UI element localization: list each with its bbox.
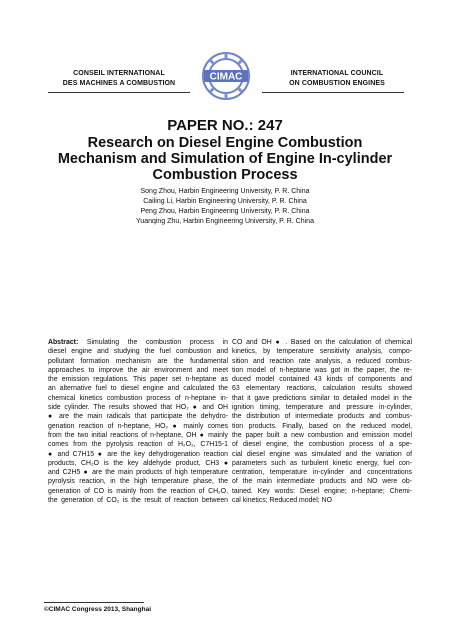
- abstract-line: 63 elementary reactions, calculation results showed: [232, 385, 412, 393]
- abstract-line: genation reaction of n-heptane, HO₂ ● mainly comes: [48, 422, 228, 430]
- copyright-footer: ©CIMAC Congress 2013, Shanghai: [44, 606, 152, 613]
- abstract-line: CO and OH ● . Based on the calculation of chemical: [232, 339, 412, 346]
- author-2: Cailing Li, Harbin Engineering University, P. R. China: [143, 198, 307, 205]
- abstract-line: ignition timing, temperature and pressure in-cylinder,: [232, 404, 412, 412]
- abstract-right-column: [232, 338, 412, 505]
- right-header-rule: [262, 92, 404, 93]
- abstract-text: Simulating the combustion process in: [86, 339, 228, 346]
- abstract-line: diesel engine and studying the fuel combustion and: [48, 348, 228, 356]
- abstract-line: tion products. Finally, based on the reduced model,: [232, 422, 412, 430]
- left-org-line-1: CONSEIL INTERNATIONAL: [73, 70, 165, 77]
- abstract-line: pyrolysis reaction, in the high temperature phase, the: [48, 478, 228, 486]
- title-line-3: Combustion Process: [152, 167, 298, 183]
- abstract-line: parameters such as turbulent kinetic energy, fuel con-: [232, 459, 412, 467]
- right-org-line-2: ON COMBUSTION ENGINES: [289, 80, 385, 87]
- author-1: Song Zhou, Harbin Engineering University, P. R. China: [140, 188, 310, 195]
- abstract-line: duced model contained 43 kinds of components and: [232, 376, 412, 384]
- abstract-line: of diesel engine, the combustion process of a spe-: [232, 441, 412, 449]
- abstract-line: the distribution of intermediate products and combus-: [232, 413, 412, 421]
- abstract-line: centration, temperature in-cylinder and concentrations: [232, 469, 412, 477]
- abstract-label: Abstract:: [48, 339, 79, 346]
- abstract-line: ● are the main radicals that participate the dehydro-: [48, 413, 228, 421]
- abstract-line: that it gave predictions similar to detailed model in the: [232, 394, 412, 402]
- abstract-line: of the main intermediate products and NO were ob-: [232, 478, 412, 486]
- abstract-line: sition and reaction rate analysis, a reduced combus-: [232, 357, 412, 365]
- left-org-line-2: DES MACHINES A COMBUSTION: [62, 80, 176, 87]
- abstract-line: and C2H5 ● are the main products of high temperature: [48, 469, 228, 477]
- abstract-line: side cylinder. The results showed that HO₂ ● and OH: [48, 404, 228, 412]
- author-3: Peng Zhou, Harbin Engineering University, P. R. China: [140, 208, 310, 215]
- paper-number: PAPER NO.: 247: [167, 117, 283, 134]
- footer-rule: [44, 602, 144, 603]
- abstract-line: cal kinetics; Reduced model; NO: [232, 497, 332, 505]
- left-organization-name: [44, 69, 194, 89]
- abstract-line: comes from the pyrolysis reaction of H₂O₂, C7H15-1: [48, 441, 228, 449]
- abstract-line: approaches to improve the air environment and meet: [48, 366, 228, 374]
- cimac-logo: [198, 50, 254, 102]
- right-organization-name: [262, 69, 412, 89]
- abstract-line: pollutant formation mechanism are the fundamental: [48, 357, 228, 365]
- right-org-line-1: INTERNATIONAL COUNCIL: [290, 70, 384, 77]
- abstract-line: from the two initial reactions of n-heptane, OH ● mainly: [48, 431, 228, 439]
- left-header-rule: [48, 92, 190, 93]
- abstract-line: kinetics, by temperature sensitivity analysis, compo-: [232, 348, 412, 356]
- abstract-line: the emission regulations. This paper set n-heptane as: [48, 376, 228, 384]
- author-list: [0, 187, 450, 227]
- abstract-line: the generation of CO₂ is the result of reaction between: [48, 497, 228, 505]
- abstract-line: an alternative fuel to diesel engine and calculated the: [48, 385, 228, 393]
- abstract-line: tained. Key words: Diesel engine; n-heptane; Chemi-: [232, 487, 412, 495]
- paper-title: [20, 135, 430, 183]
- title-line-1: Research on Diesel Engine Combustion: [87, 135, 363, 151]
- abstract-line: cial diesel engine was simulated and the variation of: [232, 450, 412, 458]
- abstract-line: chemical kinetics combustion process of n-heptane in-: [48, 394, 228, 402]
- abstract-line: the paper built a new combustion and emission model: [232, 431, 412, 439]
- abstract-line: tion model of n-heptane was got in the paper, the re-: [232, 366, 412, 374]
- logo-text: CIMAC: [209, 71, 243, 83]
- title-line-2: Mechanism and Simulation of Engine In-cylinder: [57, 151, 393, 167]
- abstract-line: ● and C7H15 ● are the key dehydrogenation reaction: [48, 450, 228, 458]
- abstract-left-column: [48, 338, 228, 505]
- abstract-line: products, CH₂O is the key aldehyde product, CH3 ●: [48, 459, 228, 467]
- abstract-line: [48, 338, 228, 347]
- author-4: Yuanqing Zhu, Harbin Engineering University, P. R. China: [136, 218, 314, 225]
- abstract-line: generation of CO is mainly from the reaction of CH₂O,: [48, 487, 228, 495]
